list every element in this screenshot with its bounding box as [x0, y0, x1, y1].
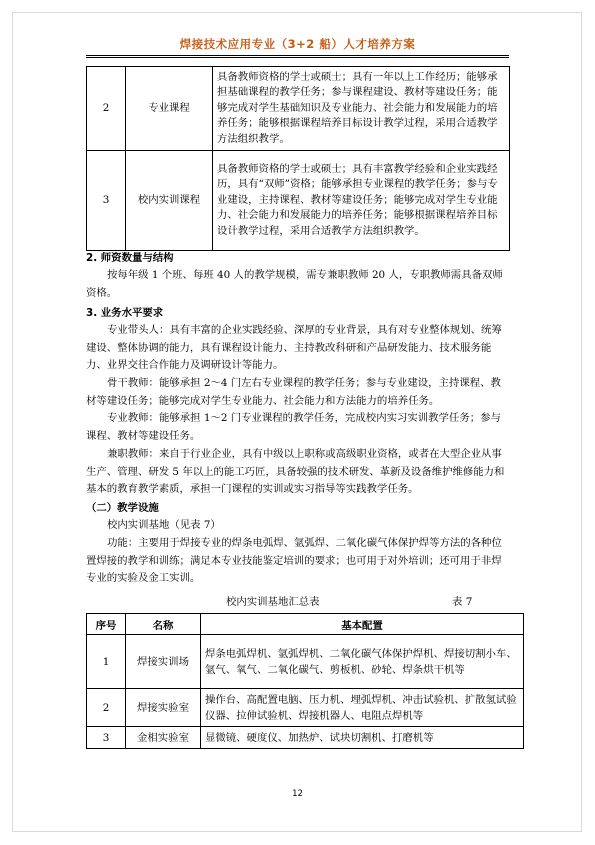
table-row — [87, 151, 510, 251]
paragraph-part-time-teacher: 兼职教师：来自于行业企业，具有中级以上职称或高级职业资格，或者在大型企业从事生产、管理、研发 5 年以上的能工巧匠，具备较强的技术研发、革新及设备维护维修能力和基本的教育教学素质，承担一门课程的实训或实习指导等实践教学任务。 — [86, 448, 505, 495]
teacher-requirement: 具备教师资格的学士或硕士；具有丰富教学经验和企业实践经历，具有“双师”资格；能够承担专业课程的教学任务；参与专业建设，主持课程、教材等建设任务；能够完成对学生专业能力、社会能力和发展能力的培养任务；能够根据课程培养目标设计教学过程，采用合适教学方法组织教学。 — [213, 151, 510, 251]
column-header-config: 基本配置 — [201, 614, 524, 635]
page-number: 12 — [292, 789, 303, 799]
facility-name: 金相实验室 — [126, 727, 201, 749]
table-row — [87, 67, 510, 151]
facility-config: 显微镜、硬度仪、加热炉、试块切割机、打磨机等 — [201, 727, 524, 749]
table-header-row — [87, 614, 524, 635]
facility-config: 焊条电弧焊机、氩弧焊机、二氧化碳气体保护焊机、焊接切割小车、氩气、氧气、二氧化碳气、剪板机、砂轮、焊条烘干机等 — [201, 635, 524, 689]
course-type: 专业课程 — [126, 67, 213, 151]
column-header-number: 序号 — [87, 614, 126, 635]
row-number: 2 — [87, 67, 126, 151]
teacher-requirement: 具备教师资格的学士或硕士；具有一年以上工作经历；能够承担基础课程的教学任务；参与课程建设、教材等建设任务；能够完成对学生基础知识及专业能力、社会能力和发展能力的培养任务；能够根据课程培养目标设计教学过程，采用合适教学方法组织教学。 — [213, 67, 510, 151]
paragraph-key-teacher: 骨干教师：能够承担 2～4 门左右专业课程的教学任务；参与专业建设，主持课程、教材等建设任务；能够完成对学生专业能力、社会能力和方法能力的培养任务。 — [86, 377, 501, 407]
course-type: 校内实训课程 — [126, 151, 213, 251]
facility-name: 焊接实训场 — [126, 635, 201, 689]
row-number: 1 — [87, 635, 126, 689]
document-header-title: 焊接技术应用专业（3+2 船）人才培养方案 — [179, 37, 416, 51]
facility-name: 焊接实验室 — [126, 689, 201, 727]
training-base-line: 校内实训基地（见表 7） — [107, 519, 221, 531]
table-row — [87, 689, 524, 727]
row-number: 3 — [87, 727, 126, 749]
facility-function-text: 功能：主要用于焊接专业的焊条电弧焊、氩弧焊、二氧化碳气体保护焊等方法的各种位置焊接的教学和训练；满足本专业技能鉴定培训的要求；也可用于对外培训；还可用于非焊专业的实验及金工实训。 — [86, 537, 502, 584]
section-heading-facilities: （二）教学设施 — [86, 502, 159, 514]
paragraph-program-leader: 专业带头人：具有丰富的企业实践经验、深厚的专业背景，具有对专业整体规划、统筹建设、整体协调的能力，具有课程设计能力、主持教改科研和产品研发能力、技术服务能力、业界交往合作能力及调研设计等能力。 — [86, 324, 502, 371]
table-row — [87, 635, 524, 689]
table-caption: 校内实训基地汇总表 — [226, 596, 320, 608]
training-base-table — [86, 613, 524, 749]
paragraph-specialty-teacher: 专业教师：能够承担 1～2 门专业课程的教学任务，完成校内实习实训教学任务；参与课程、教材等建设任务。 — [86, 412, 501, 442]
staff-structure-text: 按每年级 1 个班、每班 40 人的教学规模，需专兼职教师 20 人，专职教师需具备双师资格。 — [86, 269, 503, 299]
table-row — [87, 727, 524, 749]
table-label: 表 7 — [452, 596, 473, 608]
row-number: 3 — [87, 151, 126, 251]
column-header-name: 名称 — [126, 614, 201, 635]
teacher-requirements-table — [86, 66, 510, 251]
row-number: 2 — [87, 689, 126, 727]
section-heading-staff-structure: 2. 师资数量与结构 — [86, 252, 174, 264]
header-divider — [86, 55, 509, 58]
facility-config: 操作台、高配置电脑、压力机、埋弧焊机、冲击试验机、扩散氢试验仪器、拉伸试验机、焊接机器人、电阻点焊机等 — [201, 689, 524, 727]
section-heading-competency: 3. 业务水平要求 — [86, 307, 164, 319]
